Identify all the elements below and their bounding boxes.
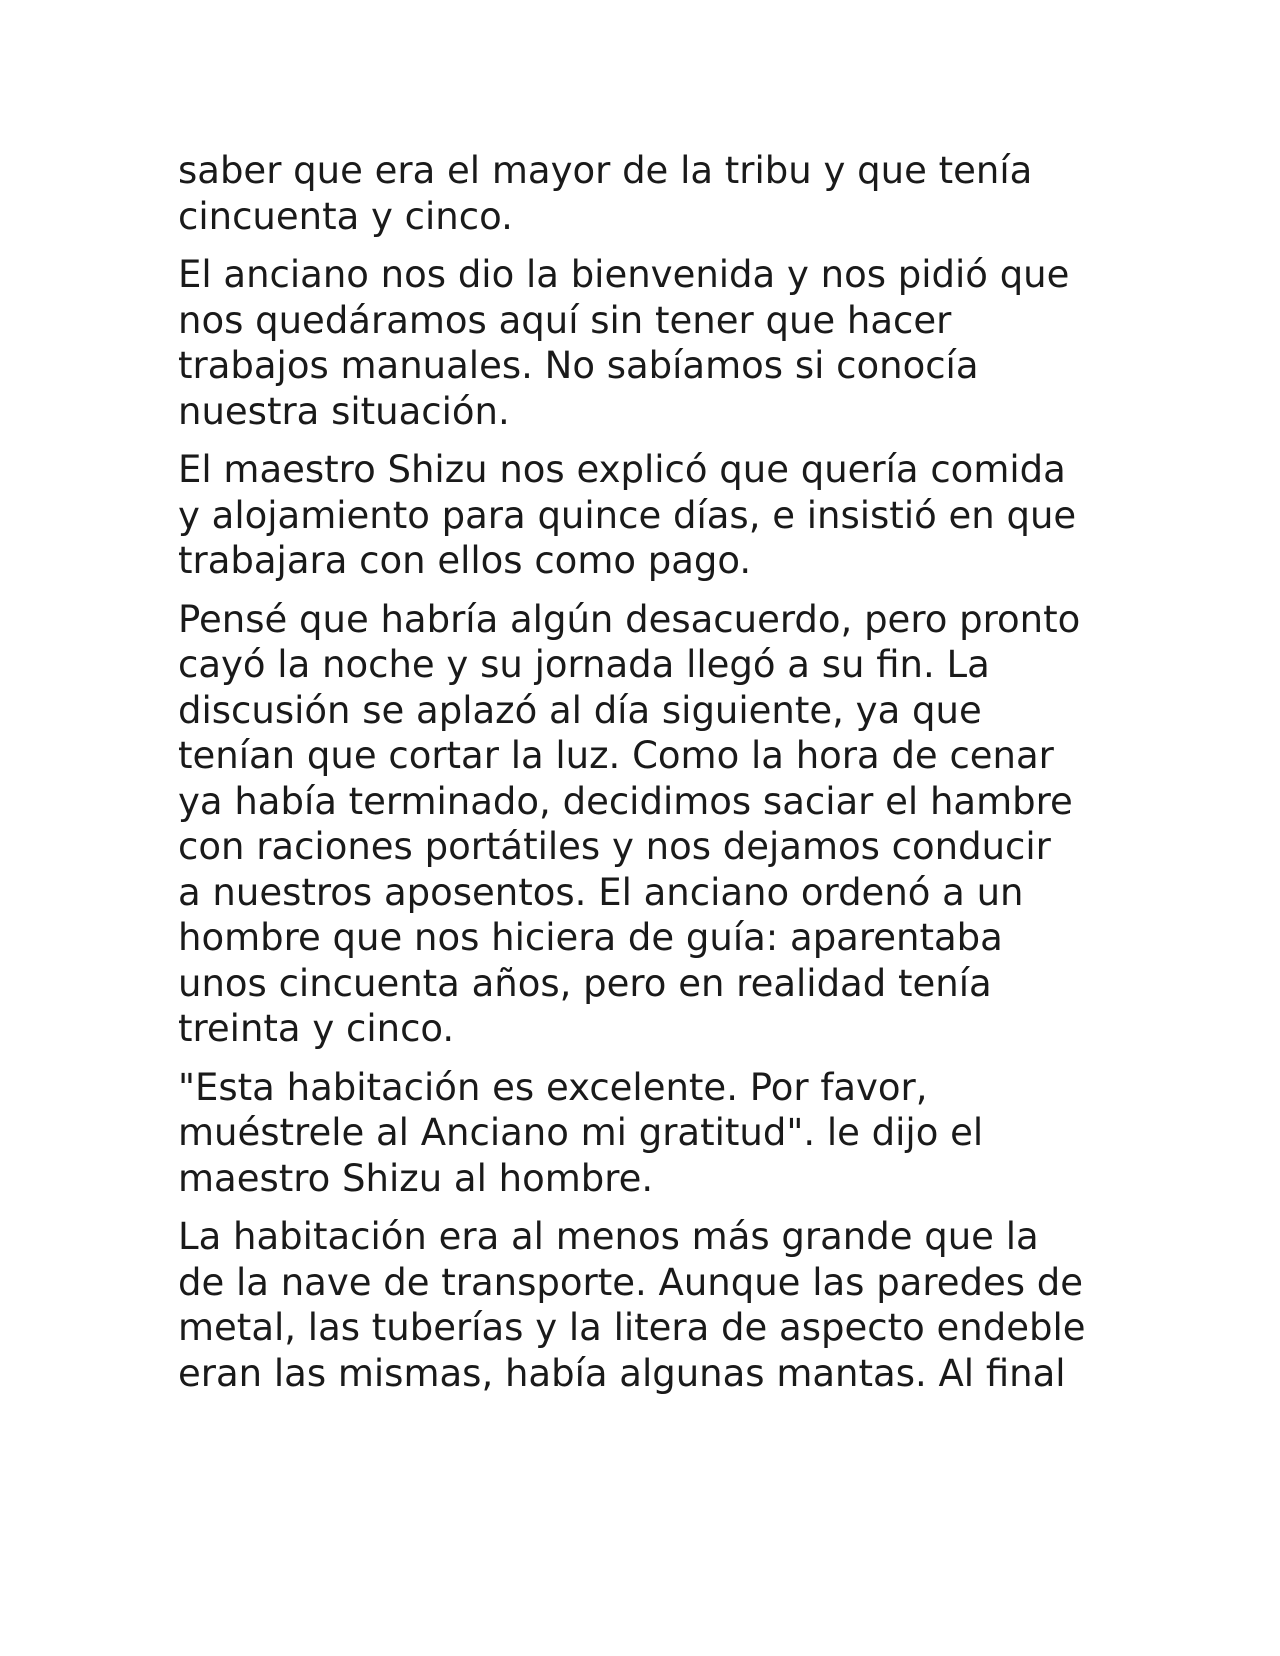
paragraph-6: La habitación era al menos más grande que la de la nave de transporte. Aunque las paredes de metal, las tuberías y la litera de aspecto endeble eran las mismas, había algunas mantas. Al final xyxy=(178,1215,1086,1395)
paragraph-4: Pensé que habría algún desacuerdo, pero pronto cayó la noche y su jornada llegó a su fin. La discusión se aplazó al día siguiente, ya que tenían que cortar la luz. Como la hora de cenar ya había terminado, decidimos saciar el hambre con raciones portátiles y nos dejamos conducir a nuestros aposentos. El anciano ordenó a un hombre que nos hiciera de guía: aparentaba unos cincuenta años, pero en realidad tenía treinta y cinco. xyxy=(178,597,1081,1050)
paragraph-1: saber que era el mayor de la tribu y que tenía cincuenta y cinco. xyxy=(178,149,1033,238)
paragraph-5: "Esta habitación es excelente. Por favor, muéstrele al Anciano mi gratitud". le dijo el maestro Shizu al hombre. xyxy=(178,1065,984,1200)
paragraph-3: El maestro Shizu nos explicó que quería comida y alojamiento para quince días, e insistió en que trabajara con ellos como pago. xyxy=(178,448,1077,582)
paragraph-2: El anciano nos dio la bienvenida y nos pidió que nos quedáramos aquí sin tener que hacer trabajos manuales. No sabíamos si conocía nuestra situación. xyxy=(178,253,1070,433)
document-page xyxy=(178,148,1138,1409)
